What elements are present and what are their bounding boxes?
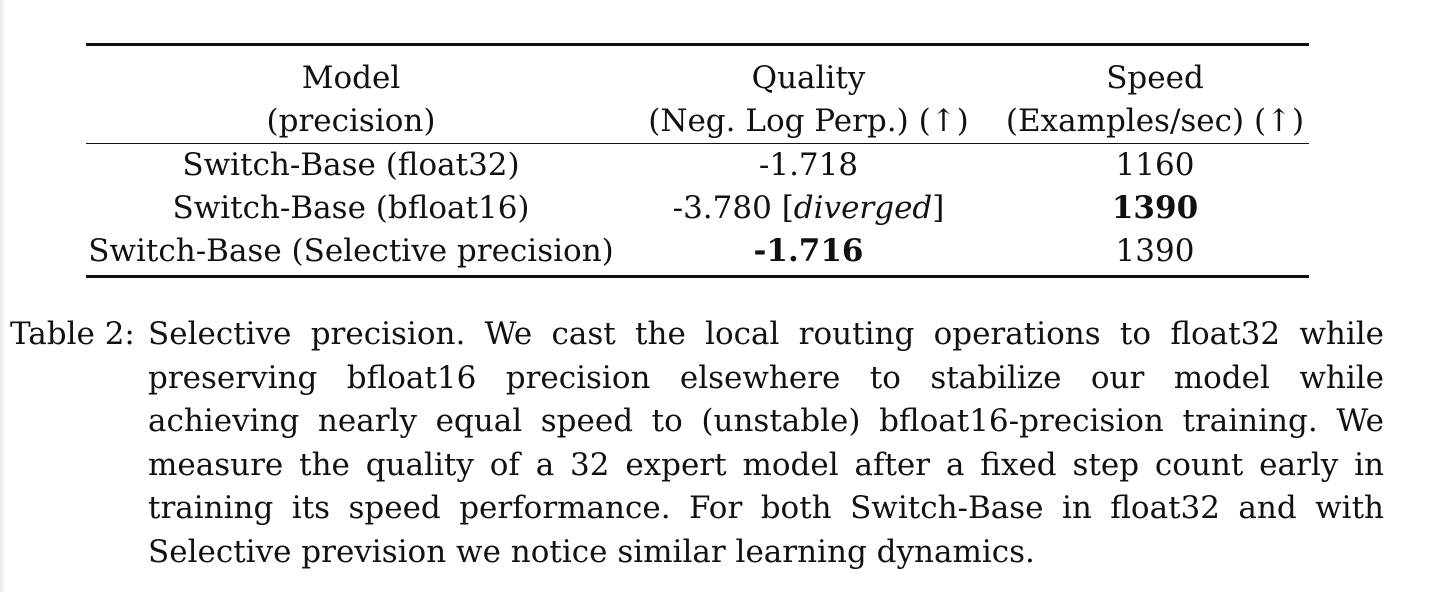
header-speed-sub: (Examples/sec) (↑): [1005, 103, 1305, 139]
cell-speed-best: 1390: [1111, 190, 1199, 226]
cell-quality: -1.718: [758, 147, 859, 183]
cell-model: Switch-Base (Selective precision): [88, 233, 614, 269]
header-model: Model: [301, 60, 401, 96]
table-row: [86, 187, 1309, 230]
page-edge-shadow: [0, 0, 6, 592]
quality-value: -3.780: [672, 190, 772, 226]
header-row-2: [86, 100, 1309, 144]
table-row: [86, 230, 1309, 277]
table-row: [86, 144, 1309, 188]
cell-quality: -3.780 [diverged]: [672, 190, 945, 226]
cell-model: Switch-Base (bfloat16): [172, 190, 530, 226]
cell-model: Switch-Base (float32): [182, 147, 520, 183]
results-table: [86, 43, 1309, 278]
caption-text: Selective precision. We cast the local routing operations to float32 while preserving bfloat16 precision elsewhere to stabilize our model while achieving nearly equal speed to (unstable) bfloat16-precision training. We measure the quality of a 32 expert model after a fixed step count early in training its speed performance. For both Switch-Base in float32 and with Selective prevision we notice similar learning dynamics.: [148, 316, 1384, 570]
header-quality-sub: (Neg. Log Perp.) (↑): [648, 103, 969, 139]
quality-note: diverged: [793, 190, 933, 226]
header-speed: Speed: [1106, 60, 1204, 96]
header-model-sub: (precision): [266, 103, 436, 139]
results-table-container: [86, 43, 1309, 278]
caption-label: Table 2:: [10, 316, 135, 352]
header-row-1: [86, 45, 1309, 101]
cell-quality-best: -1.716: [753, 233, 864, 269]
header-quality: Quality: [751, 60, 866, 96]
table-caption: [10, 313, 1384, 574]
cell-speed: 1160: [1115, 147, 1195, 183]
cell-speed: 1390: [1115, 233, 1195, 269]
